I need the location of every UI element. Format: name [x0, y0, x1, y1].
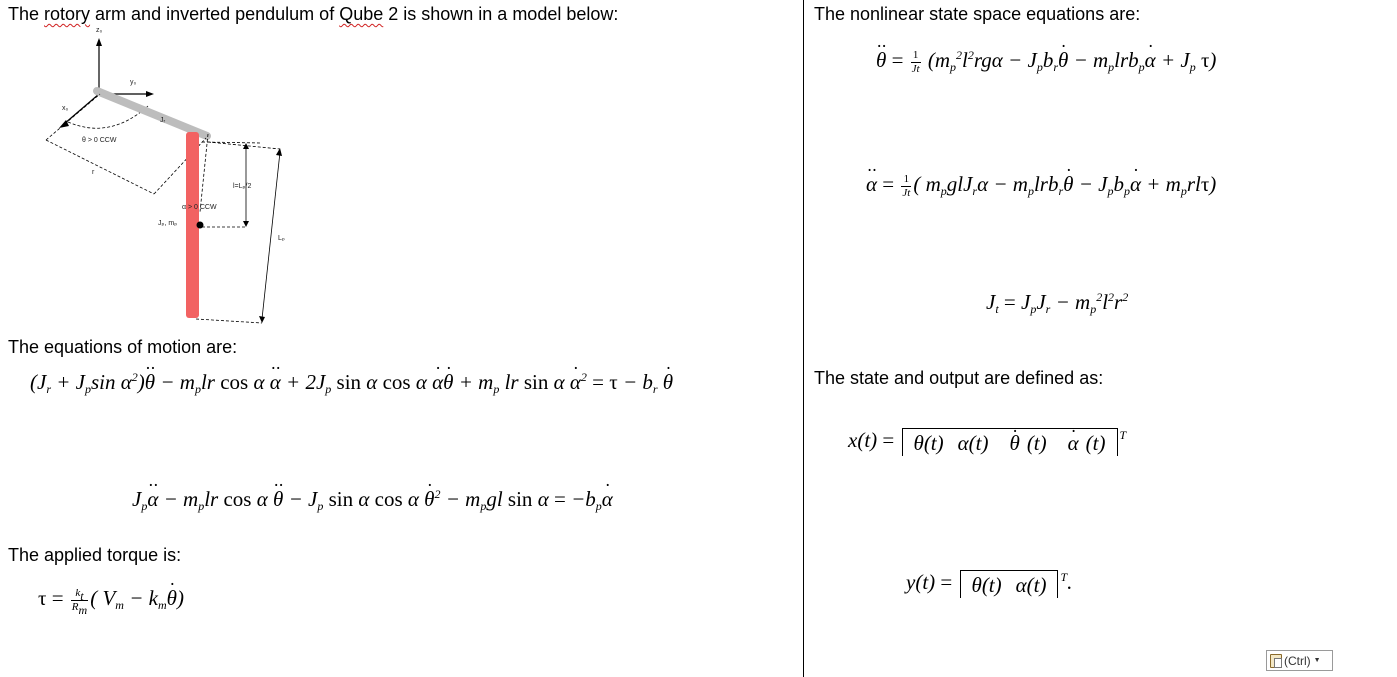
spellcheck-word-qube[interactable]: Qube — [339, 4, 384, 24]
output-vector-definition: y(t) = θ(t) α(t) $^T$. — [906, 570, 1073, 598]
z0-label: z₀ — [96, 27, 103, 34]
alpha-ccw-label: α > 0 CCW — [182, 204, 217, 211]
theta-ccw-label: θ > 0 CCW — [82, 137, 117, 144]
qube-pendulum-diagram — [30, 22, 310, 332]
jp-mp-label: Jₚ, mₚ — [158, 220, 178, 227]
equation-of-motion-2: $J_p\cdot\cdot \alpha - m_plr$ $\cos \alpha \cdot\cdot \theta - J_p$ sin α $\cos \alpha \cdot \theta^2 - m_pgl$ $\sin \alpha = -b_p\cdot \alpha$ — [132, 487, 613, 512]
r-label: r — [92, 169, 95, 176]
alpha-ddot-equation: ·· α = $\frac{1}{Jt}$ ( $m_pglJ_r\alpha - m_plrb_r\cdot \theta - J_pb_p\cdot \alpha + m_prl\tau$) — [866, 172, 1216, 199]
paste-options-label: (Ctrl) — [1284, 653, 1311, 668]
state-space-heading: The nonlinear state space equations are: — [814, 4, 1141, 24]
jr-label: Jᵣ — [160, 117, 166, 124]
spellcheck-word-rotory[interactable]: rotory — [44, 4, 91, 24]
state-vector-definition: x(t) = θ(t) α(t)· θ (t)· α (t) $^T$ — [848, 428, 1126, 456]
state-output-heading: The state and output are defined as: — [814, 368, 1104, 388]
motion-heading: The equations of motion are: — [8, 337, 238, 357]
right-pane — [804, 0, 1397, 677]
lp-label: Lₚ — [278, 235, 285, 242]
pendulum-center-of-mass — [197, 222, 204, 229]
l-half-label: l=Lₚ/2 — [233, 183, 252, 190]
chevron-down-icon: ▼ — [1313, 657, 1321, 664]
y0-label: y₀ — [130, 79, 137, 86]
clipboard-icon — [1270, 654, 1282, 668]
jt-definition: $J_t = J_pJ_r - m_p^2l^2r^2$ — [986, 290, 1129, 316]
x0-label: x₀ — [62, 105, 69, 112]
theta-ddot-equation: ·· θ = $\frac{1}{Jt}$ ($m_p^2l^2rg\alpha - J_pb_r\cdot \theta - m_plrb_p\cdot \alpha + J_p$ τ) — [876, 48, 1216, 75]
torque-heading: The applied torque is: — [8, 545, 182, 565]
paste-options-button[interactable] — [1266, 650, 1333, 671]
applied-torque-equation: τ = $\frac{k_t}{R_m}$ ( $V_m - k_m\cdot \theta$) — [38, 586, 184, 613]
model-heading: The rotory arm and inverted pendulum of Qube 2 is shown in a model below: — [8, 4, 619, 24]
rotary-arm — [97, 91, 207, 136]
equation-of-motion-1: ($J_r + J_p\sin$ $\alpha^2)\cdot\cdot \theta - m_plr$ $\cos \alpha \cdot\cdot \alpha + 2J_p$ sin α $\cos \alpha \cdot \alpha\cdot \theta + m_p$ lr $\sin \alpha \cdot \alpha^2 = \tau - b_r \cdot \theta$ — [30, 370, 673, 395]
